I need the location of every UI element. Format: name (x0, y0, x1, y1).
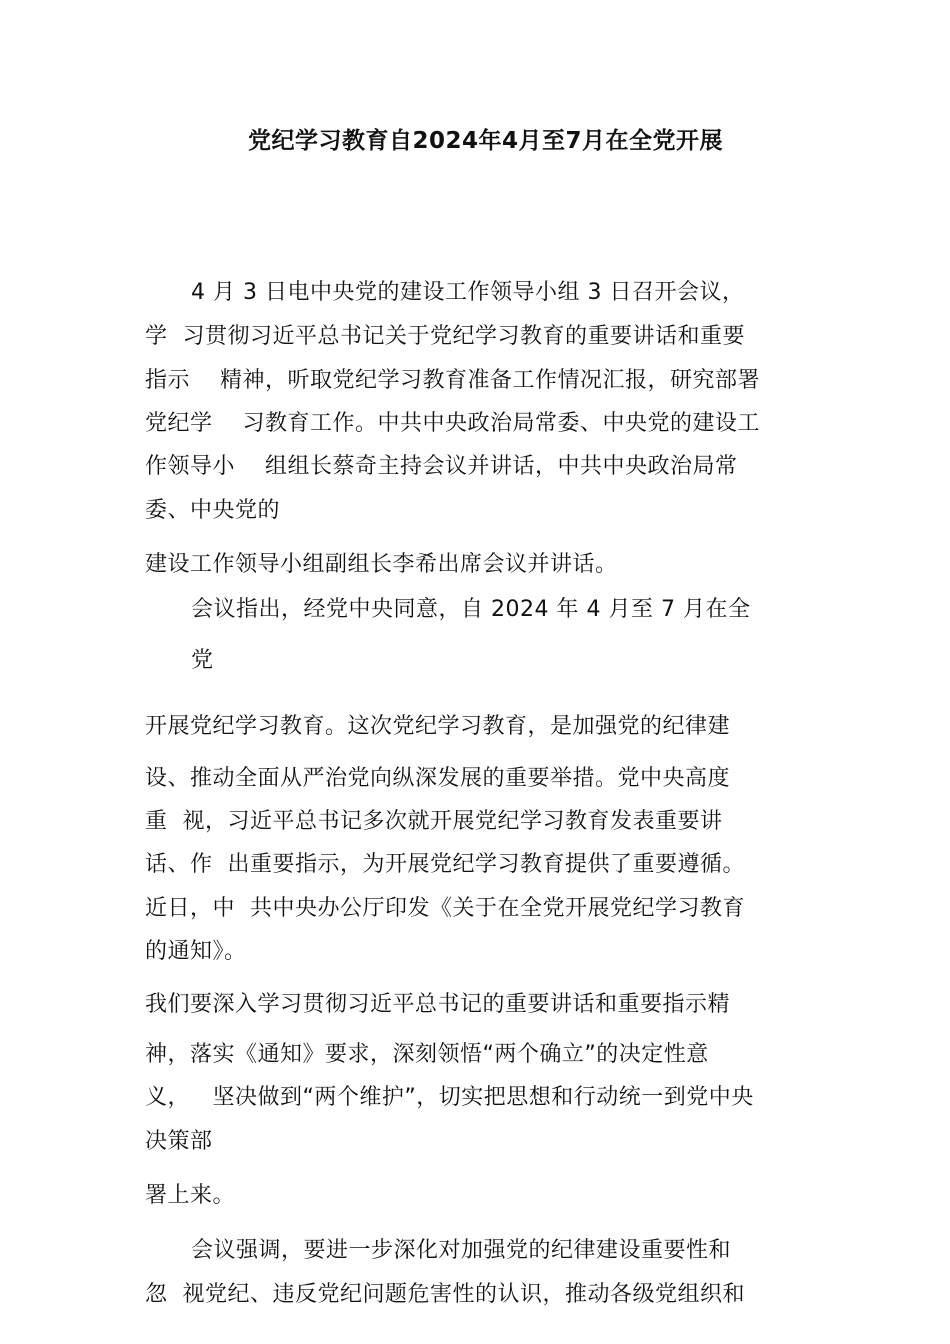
body-line: 建设工作领导小组副组长李希出席会议并讲话。 (145, 552, 618, 577)
body-line: 学 习贯彻习近平总书记关于党纪学习教育的重要讲话和重要 (145, 324, 745, 349)
document-title: 党纪学习教育自2024年4月至7月在全党开展 (248, 128, 724, 154)
body-line: 话、作 出重要指示，为开展党纪学习教育提供了重要遵循。 (145, 852, 745, 877)
body-line: 党 (191, 648, 214, 673)
body-line: 开展党纪学习教育。这次党纪学习教育，是加强党的纪律建 (145, 714, 731, 739)
body-line: 会议指出，经党中央同意，自 2024 年 4 月至 7 月在全 (191, 597, 751, 622)
body-line: 设、推动全面从严治党向纵深发展的重要举措。党中央高度 (145, 766, 731, 791)
body-line: 我们要深入学习贯彻习近平总书记的重要讲话和重要指示精 (145, 992, 731, 1017)
body-line: 近日，中 共中央办公厅印发《关于在全党开展党纪学习教育 (145, 896, 745, 921)
body-line: 会议强调，要进一步深化对加强党的纪律建设重要性和 (191, 1238, 732, 1263)
body-line: 署上来。 (145, 1183, 236, 1208)
body-line: 党纪学 习教育工作。中共中央政治局常委、中央党的建设工 (145, 411, 760, 436)
body-line: 作领导小 组组长蔡奇主持会议并讲话，中共中央政治局常 (145, 454, 738, 479)
body-line: 委、中央党的 (145, 498, 281, 523)
body-line: 决策部 (145, 1129, 213, 1154)
body-line: 的通知》。 (145, 939, 247, 964)
body-line: 指示 精神，听取党纪学习教育准备工作情况汇报，研究部署 (145, 368, 760, 393)
body-line: 神，落实《通知》要求，深刻领悟“两个确立”的决定性意 (145, 1042, 709, 1067)
body-line: 重 视，习近平总书记多次就开展党纪学习教育发表重要讲 (145, 809, 723, 834)
body-line: 4 月 3 日电中央党的建设工作领导小组 3 日召开会议， (191, 280, 745, 305)
body-line: 义， 坚决做到“两个维护”，切实把思想和行动统一到党中央 (145, 1085, 754, 1110)
body-line: 忽 视党纪、违反党纪问题危害性的认识，推动各级党组织和 (145, 1282, 745, 1307)
